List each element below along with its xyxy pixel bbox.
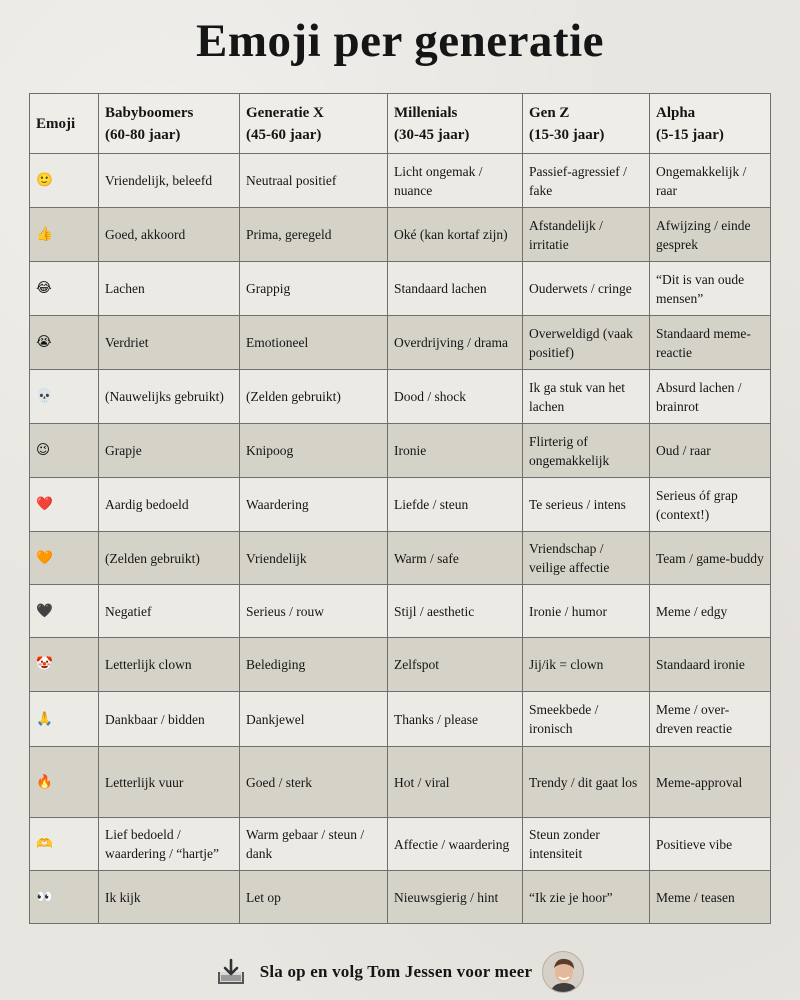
cell-gen-z: Ik ga stuk van het lachen: [523, 370, 650, 424]
slightly-smiling-face-icon: 🙂: [30, 154, 99, 208]
cell-generatie-x: Grappig: [240, 262, 388, 316]
cell-millenials: Zelfspot: [388, 638, 523, 692]
cell-millenials: Overdrijving / drama: [388, 316, 523, 370]
cell-babyboomers: Verdriet: [99, 316, 240, 370]
cell-generatie-x: Vriendelijk: [240, 532, 388, 585]
cell-babyboomers: (Nauwelijks gebruikt): [99, 370, 240, 424]
table-row: [30, 208, 771, 262]
loudly-crying-face-icon: 😭: [30, 316, 99, 370]
download-tray-icon: [216, 958, 246, 986]
header-gen-z: [523, 94, 650, 154]
header-label: Gen Z: [529, 104, 570, 121]
table-body: [30, 154, 771, 924]
table-row: [30, 316, 771, 370]
page-title: Emoji per generatie: [195, 15, 604, 67]
header-age: (5-15 jaar): [656, 126, 724, 143]
table-row: [30, 370, 771, 424]
table-row: [30, 424, 771, 478]
avatar: [542, 951, 584, 993]
cell-generatie-x: (Zelden gebruikt): [240, 370, 388, 424]
cell-millenials: Standaard lachen: [388, 262, 523, 316]
cell-generatie-x: Emotioneel: [240, 316, 388, 370]
cell-millenials: Liefde / steun: [388, 478, 523, 532]
cell-millenials: Hot / viral: [388, 747, 523, 818]
cell-alpha: Oud / raar: [650, 424, 771, 478]
footer-text: Sla op en volg Tom Jessen voor meer: [259, 962, 533, 981]
header-generatie-x: [240, 94, 388, 154]
table-row: [30, 692, 771, 747]
cell-alpha: Meme / teasen: [650, 871, 771, 924]
cell-alpha: Afwijzing / einde gesprek: [650, 208, 771, 262]
header-age: (60-80 jaar): [105, 126, 181, 143]
cell-alpha: Meme / edgy: [650, 585, 771, 638]
table-row: [30, 262, 771, 316]
cell-millenials: Oké (kan kortaf zijn): [388, 208, 523, 262]
table-row: [30, 154, 771, 208]
header-emoji: [30, 94, 99, 154]
table-row: [30, 818, 771, 871]
cell-alpha: Positieve vibe: [650, 818, 771, 871]
header-label: Generatie X: [246, 104, 324, 121]
table-row: [30, 585, 771, 638]
cell-gen-z: Ironie / humor: [523, 585, 650, 638]
cell-millenials: Stijl / aesthetic: [388, 585, 523, 638]
header-alpha: [650, 94, 771, 154]
cell-gen-z: “Ik zie je hoor”: [523, 871, 650, 924]
cell-generatie-x: Neutraal positief: [240, 154, 388, 208]
cell-generatie-x: Serieus / rouw: [240, 585, 388, 638]
heart-hands-icon: 🫶: [30, 818, 99, 871]
cell-gen-z: Vriendschap / veilige affectie: [523, 532, 650, 585]
folded-hands-icon: 🙏: [30, 692, 99, 747]
header-label: Millenials: [394, 104, 458, 121]
cell-gen-z: Passief-agressief / fake: [523, 154, 650, 208]
cell-alpha: Standaard ironie: [650, 638, 771, 692]
cell-babyboomers: Lachen: [99, 262, 240, 316]
cell-babyboomers: Lief bedoeld / waardering / “hartje”: [99, 818, 240, 871]
orange-heart-icon: 🧡: [30, 532, 99, 585]
cell-generatie-x: Warm gebaar / steun / dank: [240, 818, 388, 871]
cell-generatie-x: Knipoog: [240, 424, 388, 478]
cell-babyboomers: (Zelden gebruikt): [99, 532, 240, 585]
cell-babyboomers: Ik kijk: [99, 871, 240, 924]
cell-alpha: Standaard meme-reactie: [650, 316, 771, 370]
table-header-row: [30, 94, 771, 154]
cell-alpha: Meme / over-dreven reactie: [650, 692, 771, 747]
cell-millenials: Ironie: [388, 424, 523, 478]
cell-alpha: Ongemakkelijk / raar: [650, 154, 771, 208]
black-heart-icon: 🖤: [30, 585, 99, 638]
cell-gen-z: Te serieus / intens: [523, 478, 650, 532]
cell-babyboomers: Negatief: [99, 585, 240, 638]
cell-gen-z: Smeekbede / ironisch: [523, 692, 650, 747]
cell-generatie-x: Dankjewel: [240, 692, 388, 747]
footer: [0, 950, 800, 994]
header-babyboomers: [99, 94, 240, 154]
header-age: (45-60 jaar): [246, 126, 322, 143]
skull-icon: 💀: [30, 370, 99, 424]
header-label: Alpha: [656, 104, 696, 121]
eyes-icon: 👀: [30, 871, 99, 924]
header-millenials: [388, 94, 523, 154]
header-label: Emoji: [36, 115, 76, 132]
cell-gen-z: Jij/ik = clown: [523, 638, 650, 692]
cell-generatie-x: Waardering: [240, 478, 388, 532]
cell-generatie-x: Belediging: [240, 638, 388, 692]
header-age: (30-45 jaar): [394, 126, 470, 143]
fire-icon: 🔥: [30, 747, 99, 818]
cell-babyboomers: Letterlijk clown: [99, 638, 240, 692]
cell-alpha: “Dit is van oude mensen”: [650, 262, 771, 316]
cell-babyboomers: Dankbaar / bidden: [99, 692, 240, 747]
cell-millenials: Nieuwsgierig / hint: [388, 871, 523, 924]
cell-babyboomers: Letterlijk vuur: [99, 747, 240, 818]
cell-alpha: Absurd lachen / brainrot: [650, 370, 771, 424]
cell-millenials: Licht ongemak / nuance: [388, 154, 523, 208]
cell-gen-z: Flirterig of ongemakkelijk: [523, 424, 650, 478]
clown-face-icon: 🤡: [30, 638, 99, 692]
cell-generatie-x: Goed / sterk: [240, 747, 388, 818]
cell-gen-z: Trendy / dit gaat los: [523, 747, 650, 818]
thumbs-up-icon: 👍: [30, 208, 99, 262]
cell-gen-z: Steun zonder intensiteit: [523, 818, 650, 871]
cell-babyboomers: Goed, akkoord: [99, 208, 240, 262]
header-label: Babyboomers: [105, 104, 194, 121]
table-row: [30, 638, 771, 692]
cell-gen-z: Ouderwets / cringe: [523, 262, 650, 316]
header-age: (15-30 jaar): [529, 126, 605, 143]
cell-alpha: Serieus óf grap (context!): [650, 478, 771, 532]
table-row: [30, 747, 771, 818]
cell-alpha: Team / game-buddy: [650, 532, 771, 585]
cell-alpha: Meme-approval: [650, 747, 771, 818]
winking-face-icon: 😉: [30, 424, 99, 478]
cell-generatie-x: Let op: [240, 871, 388, 924]
table-row: [30, 532, 771, 585]
cell-gen-z: Overweldigd (vaak positief): [523, 316, 650, 370]
cell-generatie-x: Prima, geregeld: [240, 208, 388, 262]
cell-gen-z: Afstandelijk / irritatie: [523, 208, 650, 262]
cell-millenials: Affectie / waardering: [388, 818, 523, 871]
red-heart-icon: ❤️: [30, 478, 99, 532]
cell-millenials: Warm / safe: [388, 532, 523, 585]
cell-babyboomers: Grapje: [99, 424, 240, 478]
cell-millenials: Thanks / please: [388, 692, 523, 747]
cell-babyboomers: Aardig bedoeld: [99, 478, 240, 532]
cell-babyboomers: Vriendelijk, beleefd: [99, 154, 240, 208]
face-with-tears-of-joy-icon: 😂: [30, 262, 99, 316]
table-row: [30, 478, 771, 532]
table-row: [30, 871, 771, 924]
emoji-table: [29, 93, 771, 924]
cell-millenials: Dood / shock: [388, 370, 523, 424]
